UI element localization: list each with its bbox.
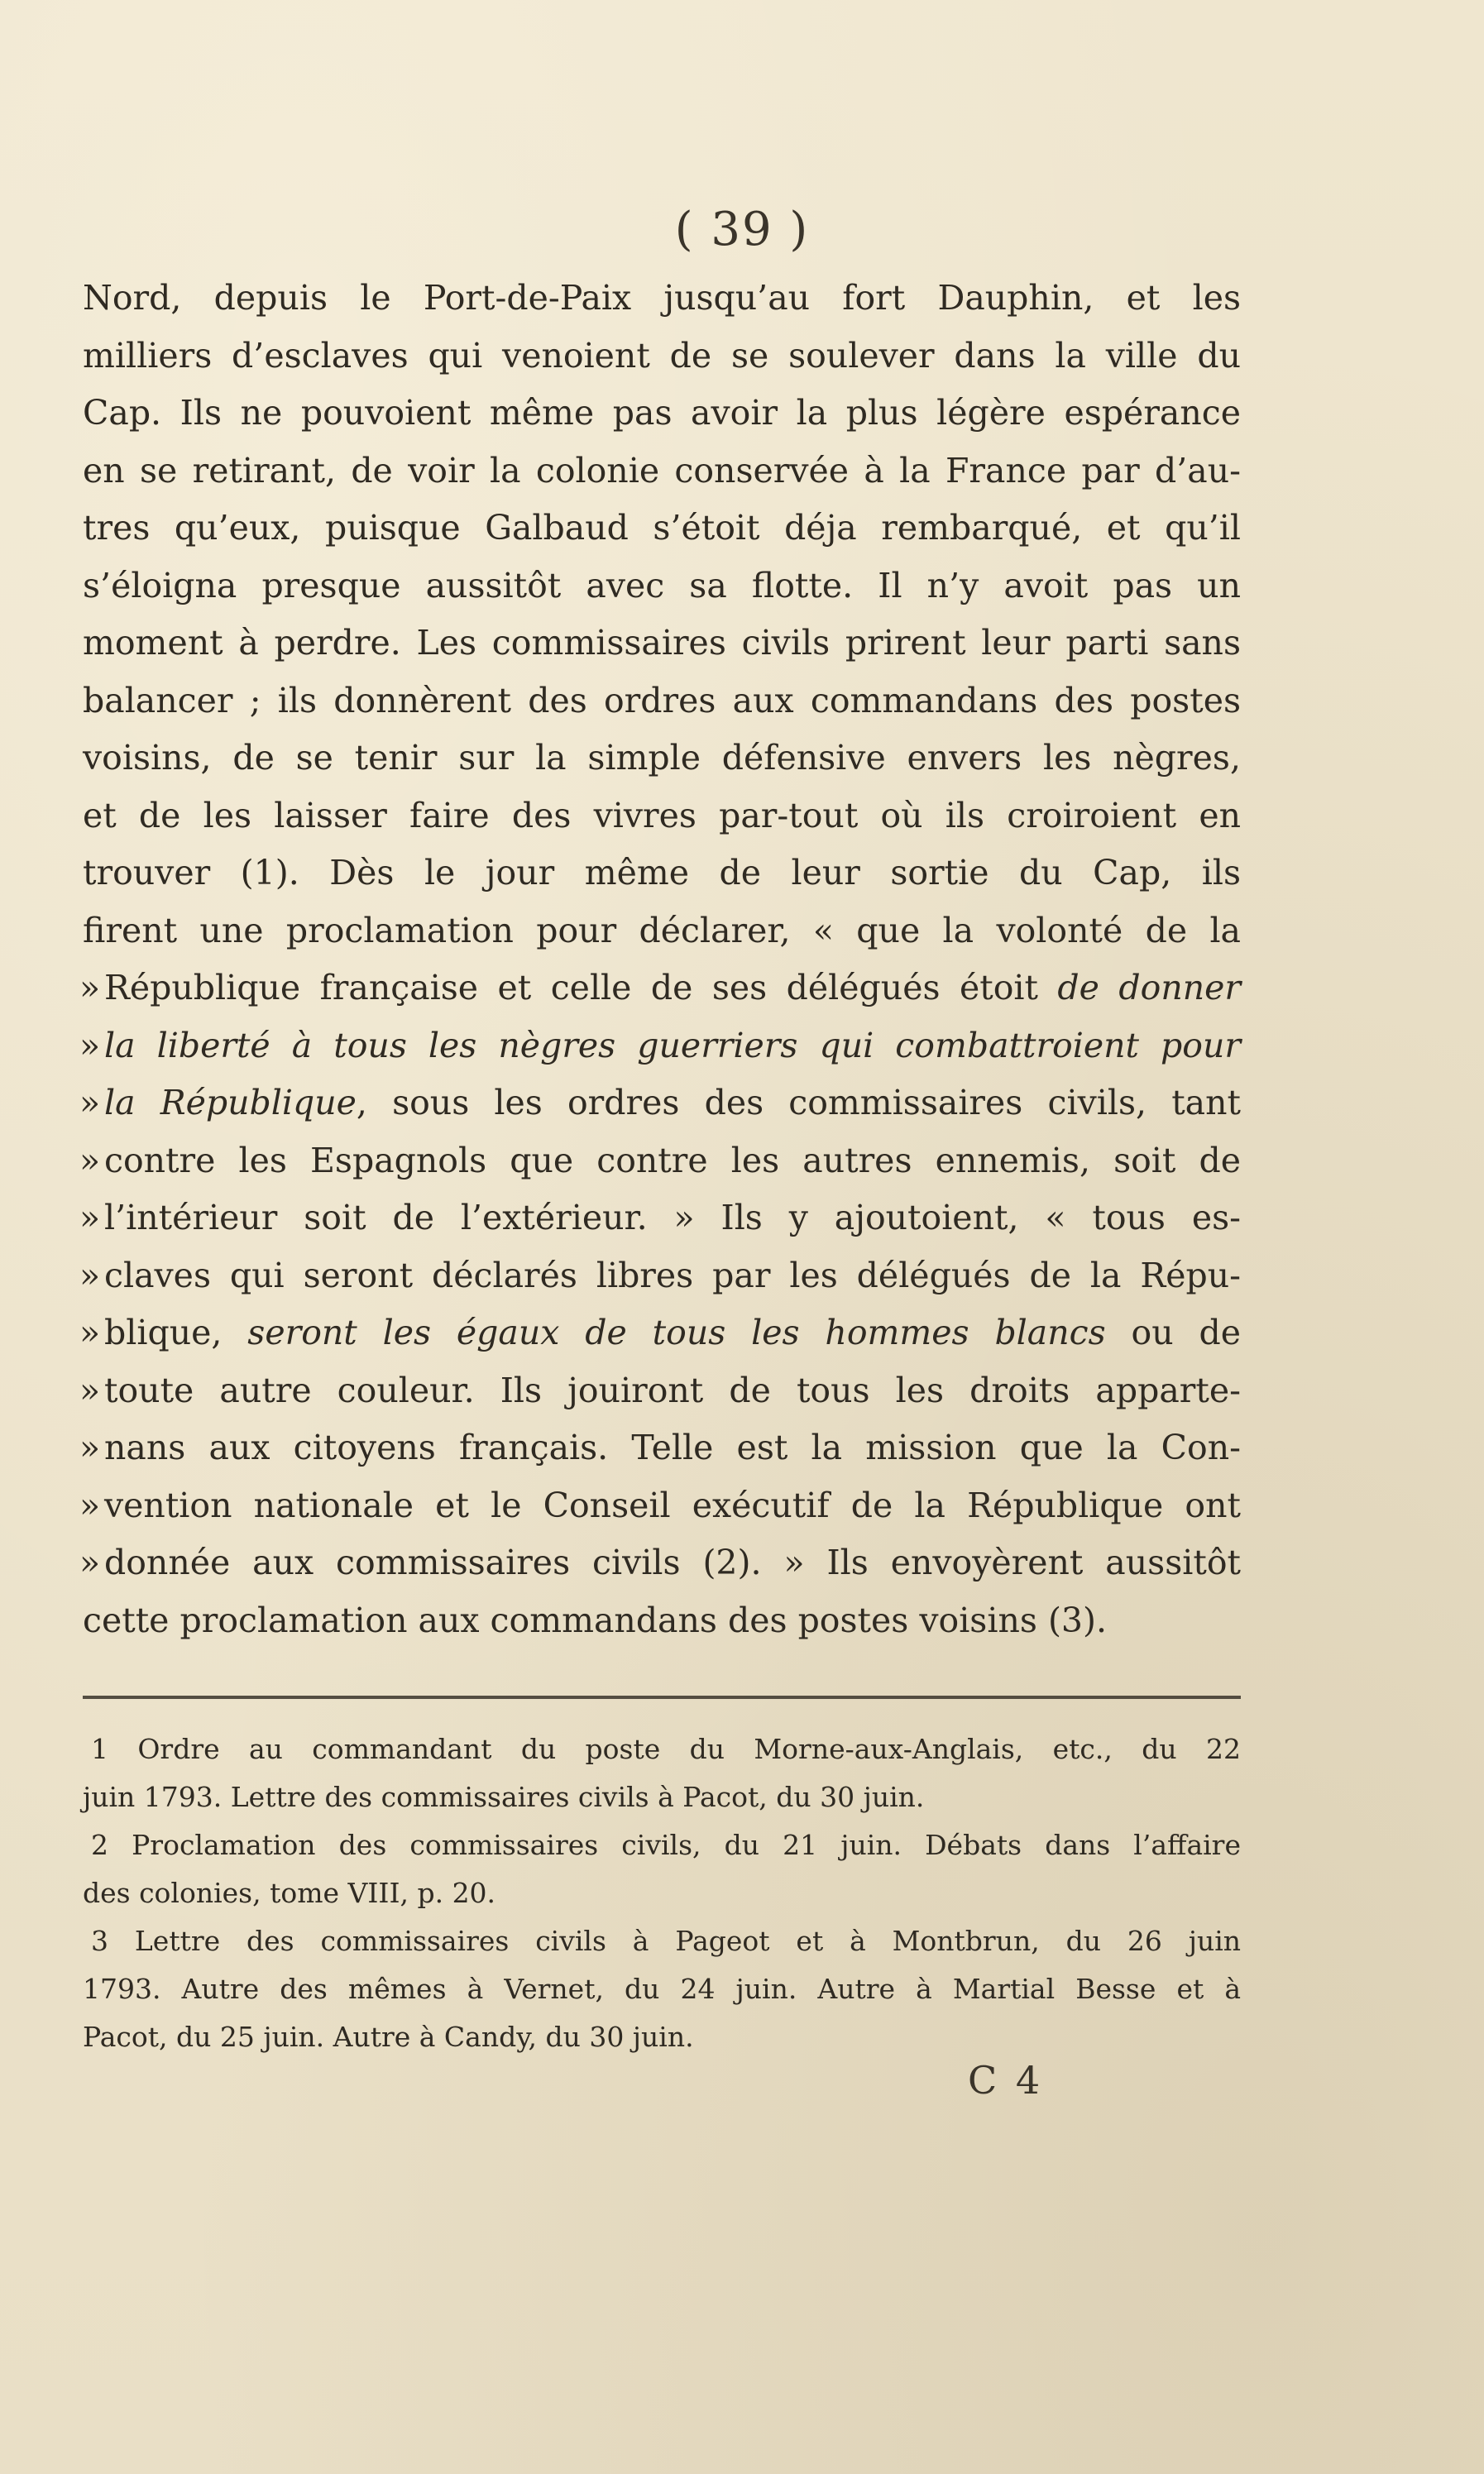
guillemet-mark: » — [79, 1313, 101, 1352]
main-text — [79, 270, 1241, 1649]
quoted-line — [79, 959, 1241, 1017]
guillemet-mark: » — [79, 1428, 101, 1467]
quote-text: nans aux citoyens français. Telle est la mission que la Con- — [104, 1428, 1241, 1467]
text-line: firent une proclamation pour déclarer, « que la volonté de la — [83, 910, 1241, 950]
quoted-line — [79, 1074, 1241, 1132]
text-line: moment à perdre. Les commissaires civils prirent leur parti sans — [83, 623, 1241, 663]
guillemet-mark: » — [79, 1485, 101, 1525]
text-line: Cap. Ils ne pouvoient même pas avoir la plus légère espérance — [83, 393, 1241, 433]
footnote-divider — [83, 1696, 1241, 1699]
text-line: s’éloigna presque aussitôt avec sa flotte. Il n’y avoit pas un — [83, 565, 1241, 605]
quote-text: , sous les ordres des commissaires civils, tant — [356, 1083, 1241, 1122]
footnote-line: Pacot, du 25 juin. Autre à Candy, du 30 juin. — [83, 2021, 694, 2053]
signature-mark: C 4 — [968, 2058, 1044, 2103]
quote-text: toute autre couleur. Ils jouiront de tous les droits apparte- — [104, 1370, 1241, 1410]
quoted-line — [79, 1189, 1241, 1247]
quoted-line — [79, 1534, 1241, 1592]
quote-text: ou de — [1105, 1313, 1241, 1352]
quoted-line — [79, 1017, 1241, 1075]
text-line: tres qu’eux, puisque Galbaud s’étoit déja rembarqué, et qu’il — [83, 508, 1241, 548]
guillemet-mark: » — [79, 1543, 101, 1582]
guillemet-mark: » — [79, 1140, 101, 1180]
quoted-line — [79, 1247, 1241, 1305]
footnote-line: 3 Lettre des commissaires civils à Pageot et à Montbrun, du 26 juin — [91, 1925, 1241, 1957]
text-line: trouver (1). Dès le jour même de leur sortie du Cap, ils — [83, 853, 1241, 892]
quote-text: claves qui seront déclarés libres par les délégués de la Répu- — [104, 1255, 1241, 1295]
guillemet-mark: » — [79, 1255, 101, 1295]
quoted-line — [79, 1132, 1241, 1190]
footnote-line: 1793. Autre des mêmes à Vernet, du 24 juin. Autre à Martial Besse et à — [83, 1973, 1241, 2005]
quote-text: contre les Espagnols que contre les autres ennemis, soit de — [104, 1140, 1241, 1180]
footnote-line: 2 Proclamation des commissaires civils, du 21 juin. Débats dans l’affaire — [91, 1829, 1241, 1861]
quote-text: l’intérieur soit de l’extérieur. » Ils y ajoutoient, « tous es- — [104, 1198, 1241, 1237]
quote-text: République française et celle de ses délégués étoit — [104, 968, 1058, 1007]
quoted-line — [79, 1362, 1241, 1420]
text-line: balancer ; ils donnèrent des ordres aux commandans des postes — [83, 680, 1241, 720]
quote-text: donnée aux commissaires civils (2). » Ils envoyèrent aussitôt — [104, 1543, 1241, 1582]
text-line: et de les laisser faire des vivres par-tout où ils croiroient en — [83, 795, 1241, 835]
guillemet-mark: » — [79, 1370, 101, 1410]
quote-italic: de donner — [1057, 968, 1241, 1007]
quote-italic: seront les égaux de tous les hommes blancs — [247, 1313, 1106, 1352]
quoted-line — [79, 1419, 1241, 1477]
footnote-line: 1 Ordre au commandant du poste du Morne-aux-Anglais, etc., du 22 — [91, 1733, 1241, 1765]
guillemet-mark: » — [79, 968, 101, 1007]
guillemet-mark: » — [79, 1083, 101, 1122]
text-line: en se retirant, de voir la colonie conservée à la France par d’au- — [83, 450, 1241, 490]
page-number: ( 39 ) — [674, 203, 810, 256]
quote-text: vention nationale et le Conseil exécutif de la République ont — [104, 1485, 1241, 1525]
footnotes — [83, 1725, 1241, 2061]
guillemet-mark: » — [79, 1198, 101, 1237]
text-line: Nord, depuis le Port-de-Paix jusqu’au fort Dauphin, et les — [83, 278, 1241, 318]
quote-italic: la République — [104, 1083, 357, 1122]
quote-text: blique, — [104, 1313, 248, 1352]
quote-italic: la liberté à tous les nègres guerriers qui combattroient pour — [104, 1025, 1241, 1065]
footnote-line: juin 1793. Lettre des commissaires civils à Pacot, du 30 juin. — [83, 1781, 925, 1813]
text-line: milliers d’esclaves qui venoient de se soulever dans la ville du — [83, 335, 1241, 376]
quoted-line — [79, 1477, 1241, 1535]
guillemet-mark: » — [79, 1025, 101, 1065]
quoted-line — [79, 1304, 1241, 1362]
footnote-line: des colonies, tome VIII, p. 20. — [83, 1877, 496, 1909]
text-line: cette proclamation aux commandans des postes voisins (3). — [83, 1600, 1108, 1640]
text-line: voisins, de se tenir sur la simple défensive envers les nègres, — [83, 738, 1241, 778]
